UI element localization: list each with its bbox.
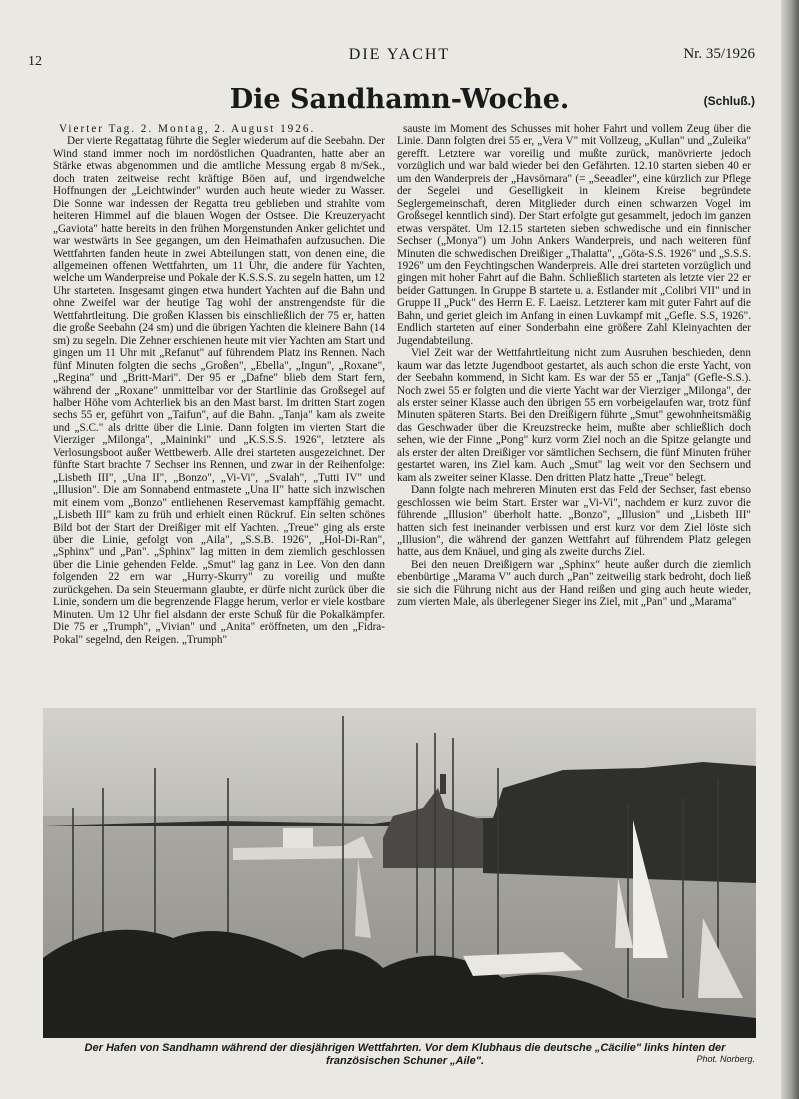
paragraph: Viel Zeit war der Wettfahrtleitung nicht zum Ausruhen beschieden, denn kaum war das letzte Jugendboot gestartet, als auch schon die erste Yacht, von der Seebahn kommend, in Sicht kam. Es war der 55 er „Tanja" (Gefle-S.S.). Noch zwei 55 er folgten und die vierte Yacht war der Vierziger „Milonga", der als erster seiner Klasse auch den übrigen 55 ern vorbeigelaufen war, trotz fünf Minuten späteren Starts. Bei den Dreißigern führte „Smut" gewohnheitsmäßig das Geschwader über die Kreuzstrecke heim, mußte aber schließlich doch sehen, wie der Finne „Pong" kurz vorm Ziel noch an die Spitze gelangte und als erster der alten Dreißiger vor sämtlichen Sechsern, die fünf Minuten früher gestartet waren, ins Ziel kam. Auch „Smut" lag weit vor den Sechsern und kam als zweiter seiner Klasse. Den dritten Platz hatte „Treue" belegt.: [397, 347, 751, 484]
paragraph: sauste im Moment des Schusses mit hoher Fahrt und vollem Zeug über die Linie. Dann folgten drei 55 er, „Vera V" mit Vollzeug, „Kullan" und „Zuleika" gerefft. Letztere war voreilig und mußte zurück, manövrierte jedoch vorzüglich und war bald wieder bei den Gefährten. 12.10 starten sieben 40 er um den Wanderpreis der „Havsörnara" (= „Seeadler", eine kürzlich zur Pflege der Segelei und Geselligkeit in kleinem Kreise begründete Seglergemeinschaft, deren Mitglieder durch einen schwarzen Vogel im Großsegel kenntlich sind). Der Start erfolgte gut gesammelt, jedoch im ganzen etwas verspätet. Um 12.15 starteten sieben schwedische und ein finnischer Sechser („Monya") um John Ankers Wanderpreis, und nach weiteren fünf Minuten die schwedischen Dreißiger „Thalatta", „Göta-S.S. 1926" und „S.S.S. 1926" um den Feychtingschen Wanderpreis. Alle drei starteten vorzüglich und gingen mit hoher Fahrt auf die Bahn. Schließlich starteten als letzte vier 22 er beider Gattungen. In Gruppe B startete u. a. Estlander mit „Colibri VII" und in Gruppe II „Puck" des Herrn E. F. Laeisz. Letzterer kam mit guter Fahrt auf die Bahn, und geriet gleich im Anfang in einen Luvkampf mit „Gefle. S.S, 1926". Endlich starteten auf einer Sonderbahn eine größere Zahl Kleinyachten der Jugendabteilung.: [397, 123, 751, 347]
harbor-photo-illustration: [43, 708, 756, 1038]
paragraph: Dann folgte nach mehreren Minuten erst das Feld der Sechser, fast ebenso geschlossen wie beim Start. Erster war „Vi-Vi", nachdem er kurz zuvor die führende „Illusion" überholt hatte. „Bonzo", „Illusion" und „Lisbeth III" hatten sich fest ineinander verbissen und erst kurz vor dem Ziel löste sich „Illusion", die während der ganzen Wettfahrt auf führendem Platz gelegen hatte, aus dem Knäuel, und ging als zweite durchs Ziel.: [397, 484, 751, 559]
issue-number: Nr. 35/1926: [683, 46, 755, 62]
text-column-right: [397, 123, 751, 706]
continuation-note: (Schluß.): [703, 94, 755, 108]
day-heading: Vierter Tag. 2. Montag, 2. August 1926.: [59, 123, 316, 135]
paragraph: Der vierte Regattatag führte die Segler wiederum auf die Seebahn. Der Wind stand immer noch im nordöstlichen Quadranten, hatte aber an Stärke etwas abgenommen und die amtliche Messung ergab 8 m/Sek., doch traten zeitweise recht kräftige Böen auf, und irgendwelche Hoffnungen der „Leichtwinder" wurden auch heute wieder zu Wasser. Die Sonne war indessen der Regatta treu geblieben und strahlte vom heiteren Himmel auf die blauen Wogen der Ostsee. Die Kreuzeryacht „Gaviota" hatte bereits in den frühen Morgenstunden Anker gelichtet und war westwärts in See gegangen, um den Heimathafen aufzusuchen. Die Wettfahrten fanden heute in zwei Abteilungen statt, von denen eine, die allgemeinen offenen Wettfahrten, um 11 Uhr, die andere für Yachten, welche um Wanderpreise und Pokale der K.S.S.S. zu segeln hatten, um 12 Uhr starteten. Insgesamt gingen etwa hundert Yachten auf die Bahn und ohne Zweifel war der heutige Tag wohl der anstrengendste für die Wettfahrtleitung. Die großen Klassen bis einschließlich der 75 er, hatten die große Seebahn (24 sm) und die übrigen Yachten die kleinere Bahn (14 sm) zu segeln. Die Zehner erschienen heute mit vier Yachten am Start und gingen um 11 Uhr mit „Refanut" auf führendem Platz ins Rennen. Nach fünf Minuten folgten die sechs „Großen", „Ebella", „Ingun", „Roxane", „Regina" und „Britt-Mari". Der 95 er „Dafne" blieb dem Start fern, während der „Roxane" unmittelbar vor der Startlinie das Großsegel auf halber Höhe vom Achterliek bis an den Mast barst. Im dritten Start zogen sechs 55 er, geführt von „Taifun", auf die Bahn. „Tanja" kam als zweite und „S.C." als dritte über die Linie. Dann folgten im vierten Start die Vierziger „Milonga", „Maininki" und „K.S.S.S. 1926", letztere als Verlosungsboot außer Wettbewerb. Alle drei starteten ausgezeichnet. Der fünfte Start brachte 7 Sechser ins Rennen, und zwar in der Reihenfolge: „Lisbeth III", „Una II", „Bonzo", „Vi-Vi", „Svalah", „Tutti IV" und „Illusion". Die am Sonnabend entmastete „Una II" hatte sich inzwischen mit einem vom „Bonzo" entliehenen Reservemast kampffähig gemacht. „Lisbeth III" kam zu früh und erhielt einen Rückruf. Ein selten schönes Bild bot der Start der Dreißiger mit elf Yachten. „Treue" ging als erste über die Linie, gefolgt von „Aila", „S.S.B. 1926", „Hol-Di-Ran", „Sphinx" und „Pan". „Sphinx" lag mitten in dem ziemlich geschlossen über die Linie gehenden Felde. „Smut" lag ganz in Lee. Von den dann folgenden 22 ern war „Hurry-Skurry" zu voreilig und mußte zurückgehen. Da sein Steuermann glaubte, er dürfe nicht zurück über die Linie, sondern um die begrenzende Flagge herum, verlor er viele kostbare Minuten. Um 12 Uhr fiel alsdann der erste Schuß für die Pokalkämpfer. Die 75 er „Trumph", „Vivian" und „Anita" eröffneten, um den „Fidra-Pokal" segelnd, den Reigen. „Trumph": [53, 135, 385, 646]
photo-credit: Phot. Norberg.: [696, 1054, 755, 1064]
paragraph: Bei den neuen Dreißigern war „Sphinx" heute außer durch die ziemlich ebenbürtige „Marama V" auch durch „Pan" zeitweilig stark bedroht, doch ließ sie sich die Führung nicht aus der Hand reißen und ging auch heute wieder, zum vierten Male, als überlegener Sieger ins Ziel, mit „Pan" und „Marama": [397, 558, 751, 609]
running-title: DIE YACHT: [348, 46, 451, 63]
page-number: 12: [28, 54, 42, 69]
harbor-photograph: [43, 708, 756, 1038]
text-column-left: [53, 123, 385, 706]
photo-caption: Der Hafen von Sandhamn während der diesjährigen Wettfahrten. Vor dem Klubhaus die deutsche „Cäcilie" links hinten der französischen Schuner „Aile".: [84, 1042, 726, 1067]
page-binding-edge: [781, 0, 799, 1099]
article-title: Die Sandhamn-Woche.: [229, 84, 570, 115]
